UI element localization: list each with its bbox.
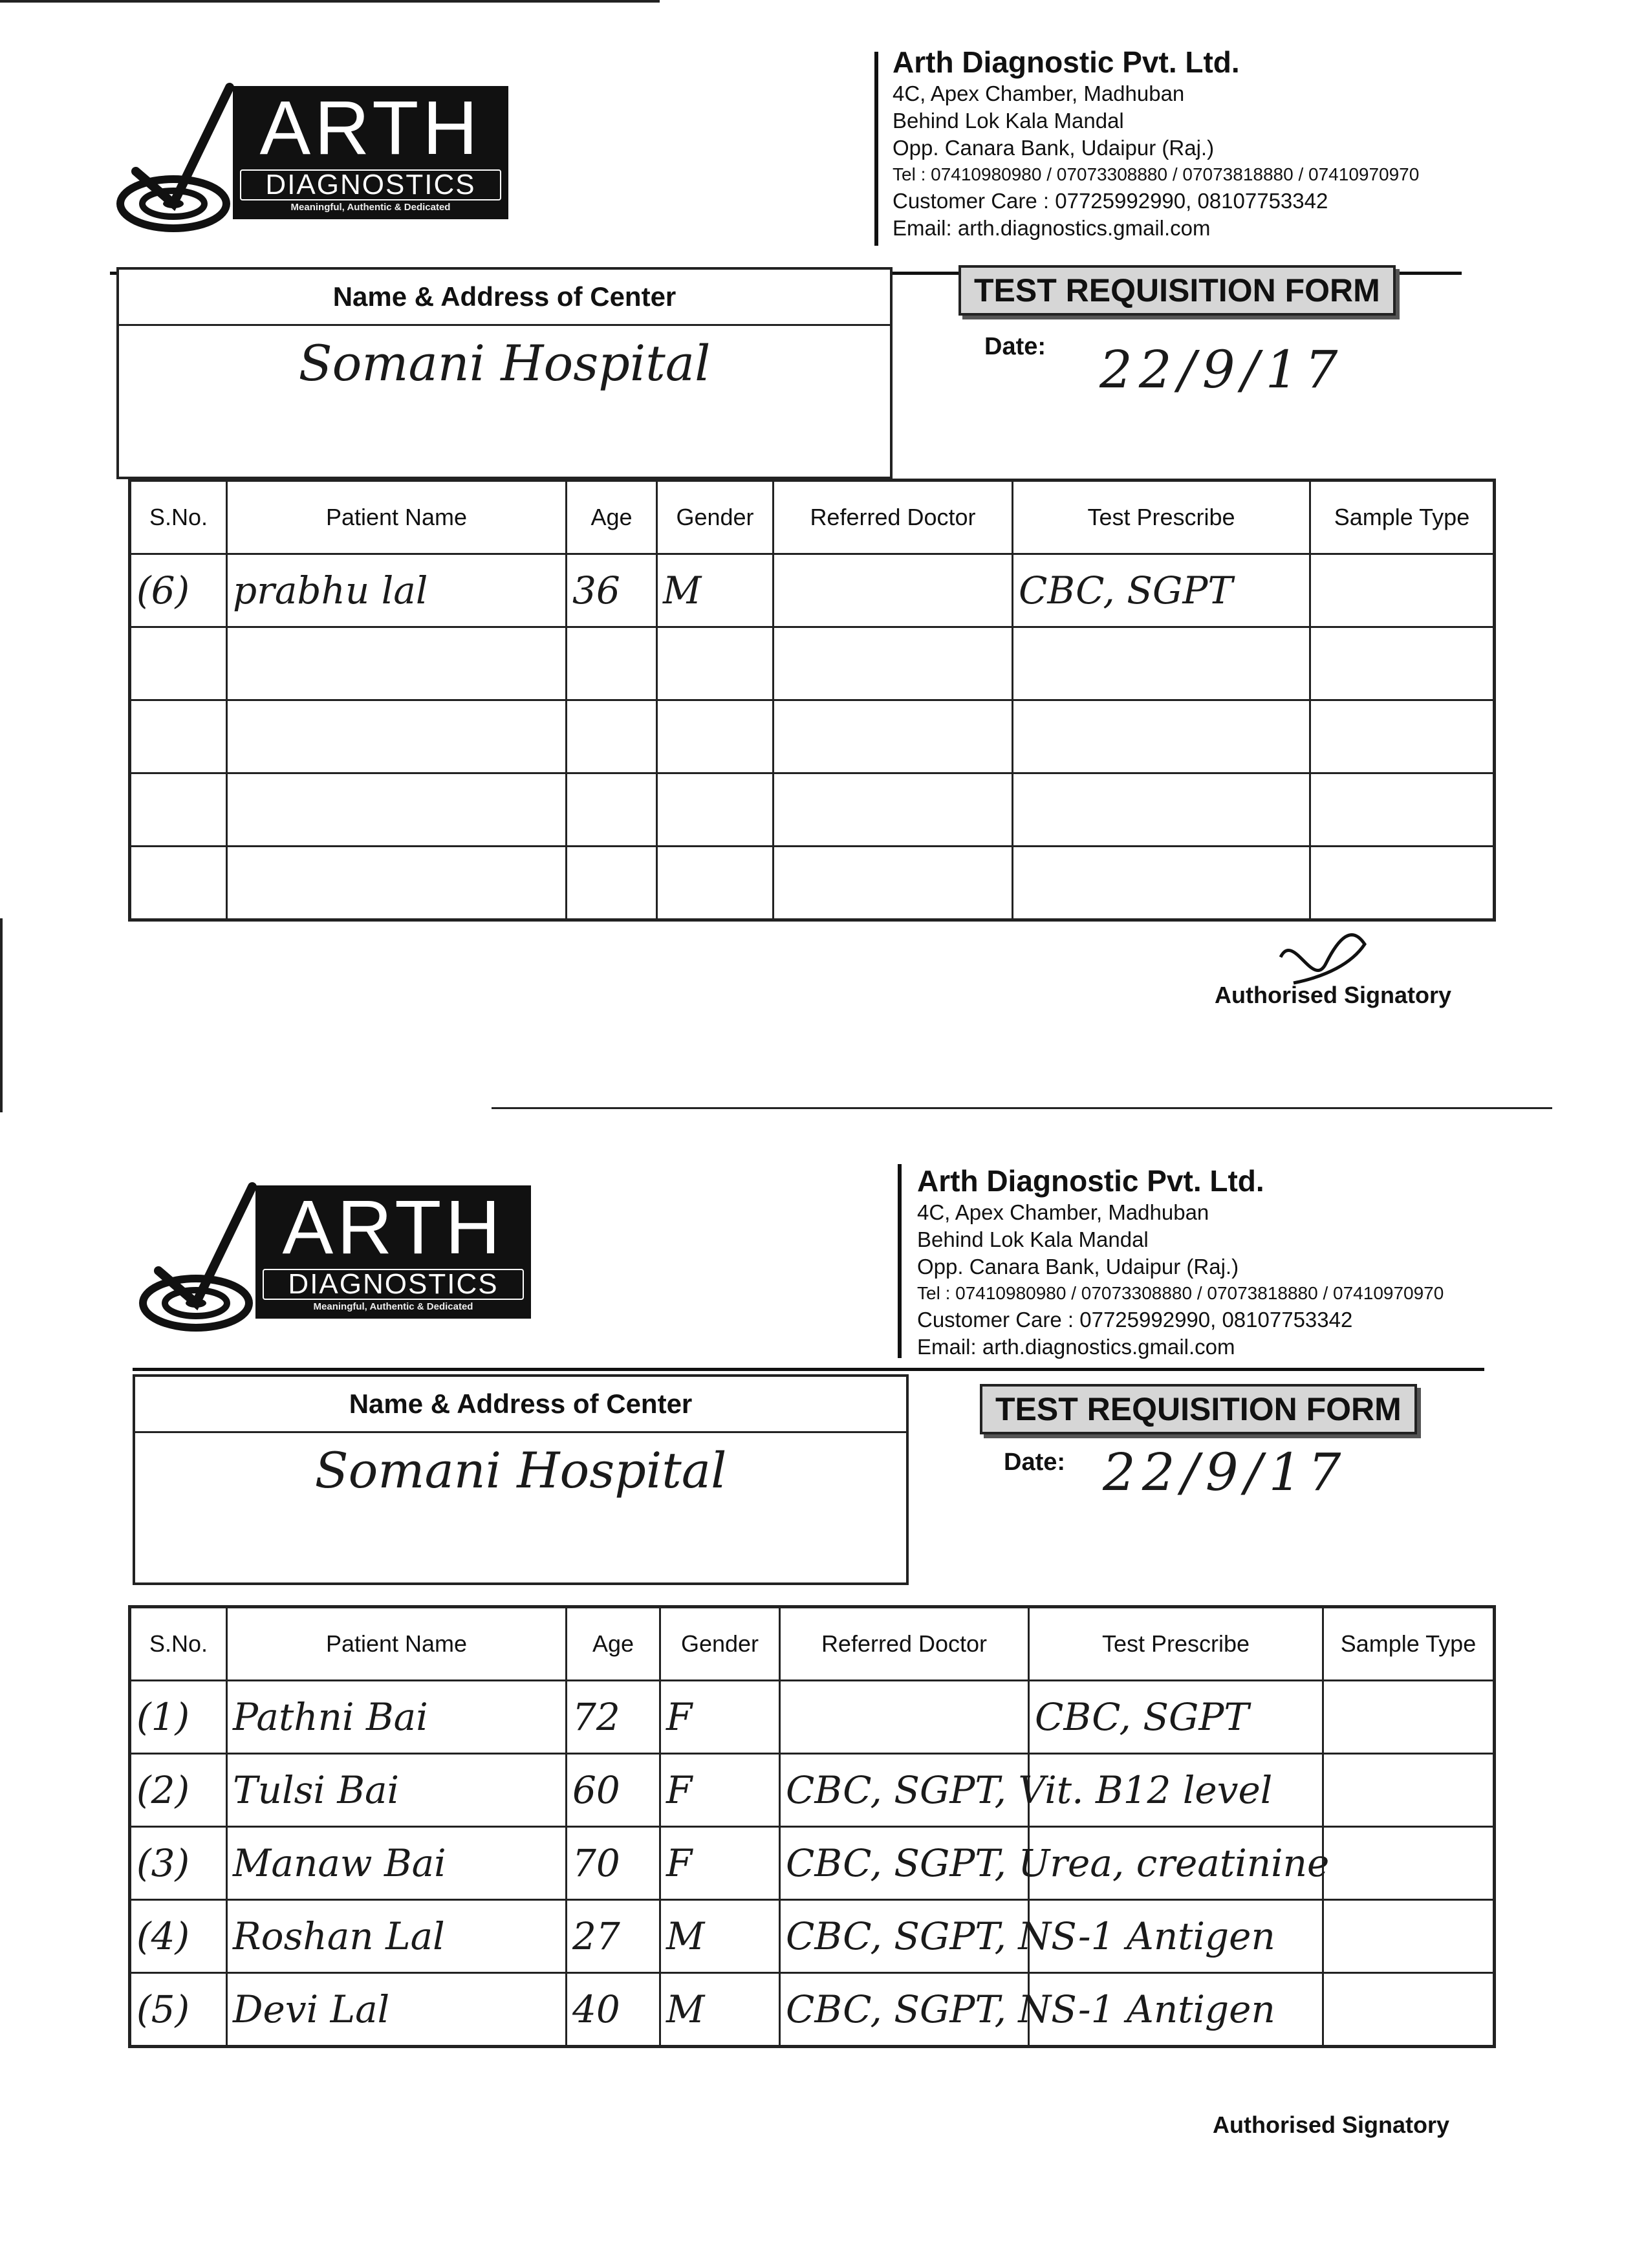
cell-sno: [130, 700, 227, 773]
col-patient-name: Patient Name: [227, 481, 567, 554]
cell-test: CBC, SGPT: [1013, 554, 1310, 627]
cell-sample: [1310, 627, 1495, 700]
date-label: Date:: [984, 333, 1046, 360]
center-name: Somani Hospital: [298, 334, 711, 392]
center-box: [116, 267, 893, 479]
cell-doctor: CBC, SGPT, Urea, creatinine: [780, 1827, 1029, 1900]
date-label: Date:: [1004, 1449, 1066, 1476]
patient-table: [128, 479, 1496, 922]
header-rule: [133, 1368, 1484, 1371]
logo-box: [233, 86, 508, 219]
cell-name: [227, 700, 567, 773]
customer-care: Customer Care : 07725992990, 08107753342: [893, 189, 1328, 213]
cell-gender: M: [657, 554, 774, 627]
requisition-form-1: [0, 0, 1635, 1099]
col-patient-name: Patient Name: [227, 1607, 567, 1681]
authorised-signatory: Authorised Signatory: [1213, 2111, 1450, 2138]
cell-doctor: [780, 1681, 1029, 1754]
cell-age: 36: [567, 554, 657, 627]
cell-sno: (3): [130, 1827, 227, 1900]
email: Email: arth.diagnostics.gmail.com: [917, 1335, 1235, 1359]
cell-sno: (1): [130, 1681, 227, 1754]
cell-age: 40: [567, 1973, 660, 2047]
cell-doctor: [774, 627, 1013, 700]
cell-sno: (4): [130, 1900, 227, 1973]
col-gender: Gender: [657, 481, 774, 554]
table-row: [130, 700, 1495, 773]
cell-sample: [1310, 847, 1495, 920]
cell-gender: F: [660, 1827, 780, 1900]
logo-word: ARTH: [259, 85, 482, 171]
cell-age: 72: [567, 1681, 660, 1754]
table-row: [130, 1973, 1495, 2047]
cell-name: Tulsi Bai: [227, 1754, 567, 1827]
table-row: [130, 1681, 1495, 1754]
cell-name: [227, 847, 567, 920]
logo-sub: DIAGNOSTICS: [263, 1269, 524, 1300]
cell-doctor: [774, 847, 1013, 920]
form-title: TEST REQUISITION FORM: [980, 1384, 1417, 1434]
authorised-signatory: Authorised Signatory: [1215, 982, 1452, 1008]
cell-doctor: CBC, SGPT, NS-1 Antigen: [780, 1900, 1029, 1973]
cell-age: 60: [567, 1754, 660, 1827]
cell-name: Devi Lal: [227, 1973, 567, 2047]
col-sno: S.No.: [130, 481, 227, 554]
patient-table: [128, 1605, 1496, 2048]
cell-name: Manaw Bai: [227, 1827, 567, 1900]
date-value: 22/9/17: [1103, 1442, 1348, 1502]
cell-sno: [130, 773, 227, 847]
company-name: Arth Diagnostic Pvt. Ltd.: [917, 1164, 1264, 1198]
address-line-3: Opp. Canara Bank, Udaipur (Raj.): [917, 1255, 1239, 1279]
form-separator: [492, 1107, 1552, 1109]
cell-sample: [1323, 1973, 1495, 2047]
cell-sample: [1310, 773, 1495, 847]
cell-sample: [1323, 1827, 1495, 1900]
target-check-icon: [116, 81, 246, 236]
col-sample-type: Sample Type: [1310, 481, 1495, 554]
form-title: TEST REQUISITION FORM: [958, 265, 1396, 316]
address-line-2: Behind Lok Kala Mandal: [917, 1227, 1149, 1251]
cell-name: Pathni Bai: [227, 1681, 567, 1754]
cell-test: [1013, 700, 1310, 773]
cell-sno: (5): [130, 1973, 227, 2047]
cell-age: [567, 627, 657, 700]
table-row: [130, 554, 1495, 627]
header-divider: [874, 52, 878, 246]
cell-age: 27: [567, 1900, 660, 1973]
cell-doctor: [774, 700, 1013, 773]
address-line-3: Opp. Canara Bank, Udaipur (Raj.): [893, 136, 1215, 160]
col-referred-doctor: Referred Doctor: [774, 481, 1013, 554]
cell-name: prabhu lal: [227, 554, 567, 627]
cell-doctor: CBC, SGPT, Vit. B12 level: [780, 1754, 1029, 1827]
cell-age: [567, 773, 657, 847]
center-name: Somani Hospital: [314, 1442, 727, 1499]
center-heading: Name & Address of Center: [119, 270, 890, 326]
col-age: Age: [567, 481, 657, 554]
center-heading: Name & Address of Center: [135, 1377, 906, 1433]
cell-sample: [1323, 1681, 1495, 1754]
header-divider: [898, 1164, 902, 1358]
cell-sample: [1323, 1754, 1495, 1827]
telephone: Tel : 07410980980 / 07073308880 / 07073818880 / 07410970970: [893, 164, 1420, 184]
email: Email: arth.diagnostics.gmail.com: [893, 216, 1211, 240]
arth-logo: [139, 1180, 579, 1335]
cell-age: [567, 847, 657, 920]
table-row: [130, 773, 1495, 847]
logo-tagline: Meaningful, Authentic & Dedicated: [313, 1301, 473, 1312]
cell-gender: [657, 700, 774, 773]
table-header-row: [130, 481, 1495, 554]
col-test-prescribe: Test Prescribe: [1029, 1607, 1323, 1681]
col-referred-doctor: Referred Doctor: [780, 1607, 1029, 1681]
company-info: [893, 44, 1419, 242]
cell-gender: [657, 773, 774, 847]
logo-sub: DIAGNOSTICS: [240, 169, 501, 200]
col-sample-type: Sample Type: [1323, 1607, 1495, 1681]
logo-tagline: Meaningful, Authentic & Dedicated: [290, 202, 451, 213]
logo-box: [255, 1185, 531, 1319]
cell-gender: F: [660, 1681, 780, 1754]
address-line-1: 4C, Apex Chamber, Madhuban: [917, 1200, 1209, 1224]
cell-test: [1013, 773, 1310, 847]
table-row: [130, 1754, 1495, 1827]
cell-sno: [130, 847, 227, 920]
arth-logo: [116, 81, 556, 236]
center-box: [133, 1374, 909, 1585]
cell-test: [1013, 627, 1310, 700]
customer-care: Customer Care : 07725992990, 08107753342: [917, 1308, 1353, 1332]
cell-name: [227, 773, 567, 847]
cell-sample: [1310, 700, 1495, 773]
cell-name: Roshan Lal: [227, 1900, 567, 1973]
requisition-form-2: [0, 1119, 1635, 2218]
logo-word: ARTH: [282, 1185, 504, 1270]
cell-sample: [1310, 554, 1495, 627]
cell-age: 70: [567, 1827, 660, 1900]
cell-sample: [1323, 1900, 1495, 1973]
table-header-row: [130, 1607, 1495, 1681]
cell-gender: F: [660, 1754, 780, 1827]
address-line-2: Behind Lok Kala Mandal: [893, 109, 1124, 133]
cell-doctor: CBC, SGPT, NS-1 Antigen: [780, 1973, 1029, 2047]
cell-gender: [657, 627, 774, 700]
cell-test: CBC, SGPT: [1029, 1681, 1323, 1754]
cell-gender: [657, 847, 774, 920]
date-value: 22/9/17: [1099, 340, 1345, 400]
cell-sno: (6): [130, 554, 227, 627]
cell-sno: [130, 627, 227, 700]
col-test-prescribe: Test Prescribe: [1013, 481, 1310, 554]
table-row: [130, 1827, 1495, 1900]
cell-test: [1013, 847, 1310, 920]
cell-age: [567, 700, 657, 773]
cell-doctor: [774, 554, 1013, 627]
cell-doctor: [774, 773, 1013, 847]
col-gender: Gender: [660, 1607, 780, 1681]
address-line-1: 4C, Apex Chamber, Madhuban: [893, 81, 1185, 105]
table-row: [130, 1900, 1495, 1973]
company-name: Arth Diagnostic Pvt. Ltd.: [893, 45, 1240, 79]
cell-name: [227, 627, 567, 700]
col-age: Age: [567, 1607, 660, 1681]
col-sno: S.No.: [130, 1607, 227, 1681]
telephone: Tel : 07410980980 / 07073308880 / 07073818880 / 07410970970: [917, 1283, 1444, 1303]
target-check-icon: [139, 1180, 268, 1335]
cell-gender: M: [660, 1973, 780, 2047]
cell-gender: M: [660, 1900, 780, 1973]
table-row: [130, 627, 1495, 700]
table-row: [130, 847, 1495, 920]
cell-sno: (2): [130, 1754, 227, 1827]
company-info: [917, 1163, 1444, 1361]
